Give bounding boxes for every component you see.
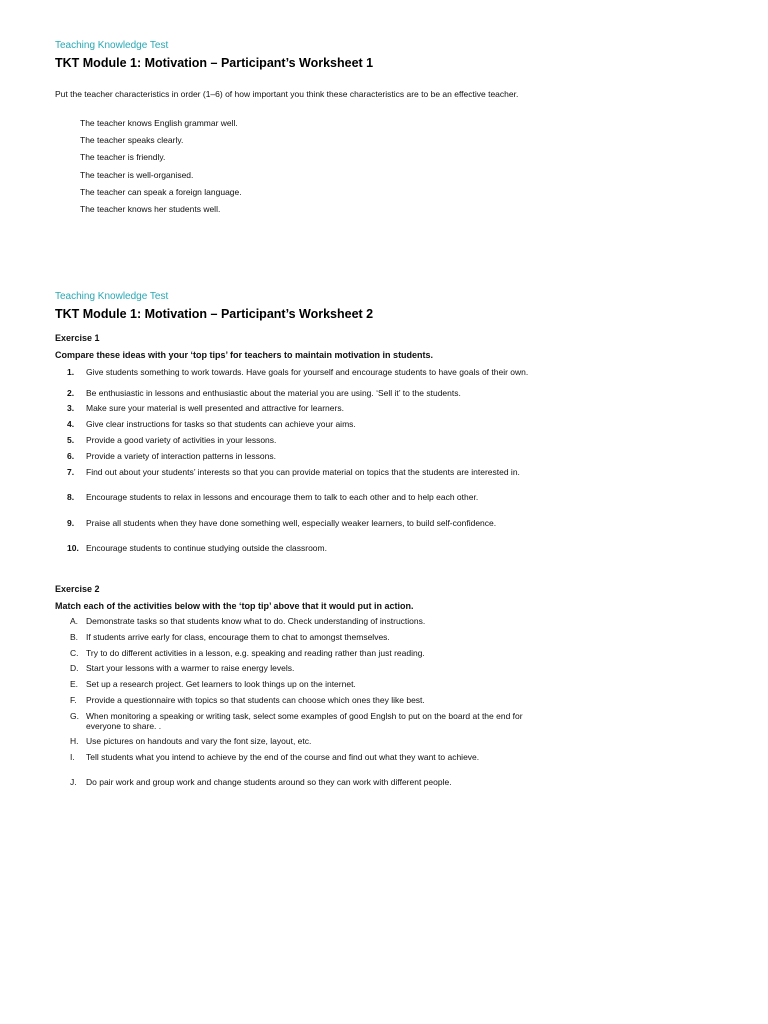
item-text: Use pictures on handouts and vary the font size, layout, etc. xyxy=(86,736,312,747)
item-number: 4. xyxy=(67,419,75,430)
brand-label: Teaching Knowledge Test xyxy=(55,291,169,302)
item-number: 7. xyxy=(67,466,75,477)
exercise-2-heading: Exercise 2 xyxy=(55,584,100,594)
item-text: Find out about your students’ interests so that you can provide material on topics that the students are interested in. xyxy=(86,466,520,477)
item-number: 6. xyxy=(67,451,75,462)
list-item xyxy=(55,544,530,558)
list-item xyxy=(55,649,530,665)
item-letter: B. xyxy=(70,631,79,642)
list-item: The teacher is well-organised. xyxy=(80,169,194,180)
item-text: Provide a questionnaire with topics so that students can choose which ones they like best. xyxy=(86,694,425,705)
worksheet-1-instruction: Put the teacher characteristics in order (1–6) of how important you think these characteristics are to be an effective teacher. xyxy=(55,89,519,99)
list-item: The teacher knows English grammar well. xyxy=(80,118,238,128)
item-text: Demonstrate tasks so that students know what to do. Check understanding of instructions. xyxy=(86,616,426,626)
item-text: When monitoring a speaking or writing task, select some examples of good Englsh to put on the board at the end for everyone to share. . xyxy=(86,710,523,731)
exercise-1-instruction: Compare these ideas with your ‘top tips’ for teachers to maintain motivation in students. xyxy=(55,350,434,360)
item-number: 5. xyxy=(67,435,75,446)
brand-label: Teaching Knowledge Test xyxy=(55,40,169,51)
exercise-2-instruction: Match each of the activities below with the ‘top tip’ above that it would put in action. xyxy=(55,601,414,611)
item-text: Praise all students when they have done something well, especially weaker learners, to build self-confidence. xyxy=(86,517,497,528)
item-number: 9. xyxy=(67,517,75,528)
list-item: The teacher knows her students well. xyxy=(80,203,221,214)
list-item xyxy=(55,452,530,468)
item-text: Provide a variety of interaction patterns in lessons. xyxy=(86,451,276,462)
item-text: Tell students what you intend to achieve by the end of the course and find out what they want to achieve. xyxy=(86,751,480,762)
item-number: 2. xyxy=(67,387,75,398)
list-item xyxy=(55,712,530,737)
list-item xyxy=(55,389,530,405)
list-item xyxy=(55,493,530,519)
item-text: Provide a good variety of activities in your lessons. xyxy=(86,435,277,446)
item-letter: F. xyxy=(70,694,77,705)
top-tips-list xyxy=(55,368,530,558)
list-item xyxy=(55,664,530,680)
item-letter: A. xyxy=(70,616,79,626)
item-number: 3. xyxy=(67,403,75,414)
list-item xyxy=(55,617,530,633)
item-letter: H. xyxy=(70,736,79,747)
item-text: Start your lessons with a warmer to raise energy levels. xyxy=(86,663,295,674)
list-item xyxy=(55,519,530,545)
item-letter: G. xyxy=(70,710,79,721)
list-item: The teacher is friendly. xyxy=(80,152,166,163)
list-item xyxy=(55,778,530,792)
list-item xyxy=(55,633,530,649)
item-text: Set up a research project. Get learners to look things up on the internet. xyxy=(86,679,356,690)
list-item xyxy=(55,404,530,420)
item-number: 8. xyxy=(67,492,75,503)
list-item xyxy=(55,468,530,494)
item-text: If students arrive early for class, encourage them to chat to amongst themselves. xyxy=(86,631,390,642)
worksheet-2-title: TKT Module 1: Motivation – Participant’s Worksheet 2 xyxy=(55,307,374,321)
item-text: Encourage students to relax in lessons and encourage them to talk to each other and to help each other. xyxy=(86,492,479,503)
teacher-characteristics-list xyxy=(80,118,242,221)
item-text: Give students something to work towards. Have goals for yourself and encourage students to have goals of their own. xyxy=(86,367,529,377)
item-text: Make sure your material is well presented and attractive for learners. xyxy=(86,403,344,414)
item-text: Do pair work and group work and change students around so they can work with different people. xyxy=(86,777,452,788)
list-item xyxy=(55,680,530,696)
list-item: The teacher can speak a foreign language. xyxy=(80,186,242,197)
list-item xyxy=(55,436,530,452)
item-text: Try to do different activities in a lesson, e.g. speaking and reading rather than just reading. xyxy=(86,647,425,658)
list-item xyxy=(55,420,530,436)
activities-list xyxy=(55,617,530,792)
list-item xyxy=(55,368,530,389)
item-number: 1. xyxy=(67,367,75,377)
list-item xyxy=(55,737,530,753)
list-item xyxy=(55,696,530,712)
item-letter: E. xyxy=(70,679,79,690)
item-text: Give clear instructions for tasks so that students can achieve your aims. xyxy=(86,419,356,430)
worksheet-1-title: TKT Module 1: Motivation – Participant’s Worksheet 1 xyxy=(55,56,374,70)
item-letter: J. xyxy=(70,777,77,788)
item-letter: C. xyxy=(70,647,79,658)
item-letter: D. xyxy=(70,663,79,674)
item-text: Encourage students to continue studying outside the classroom. xyxy=(86,543,327,554)
item-text: Be enthusiastic in lessons and enthusiastic about the material you are using. ‘Sell it’ to the students. xyxy=(86,387,461,398)
exercise-1-heading: Exercise 1 xyxy=(55,333,100,343)
list-item: The teacher speaks clearly. xyxy=(80,135,184,146)
item-letter: I. xyxy=(70,751,75,762)
item-number: 10. xyxy=(67,543,79,554)
list-item xyxy=(55,753,530,778)
